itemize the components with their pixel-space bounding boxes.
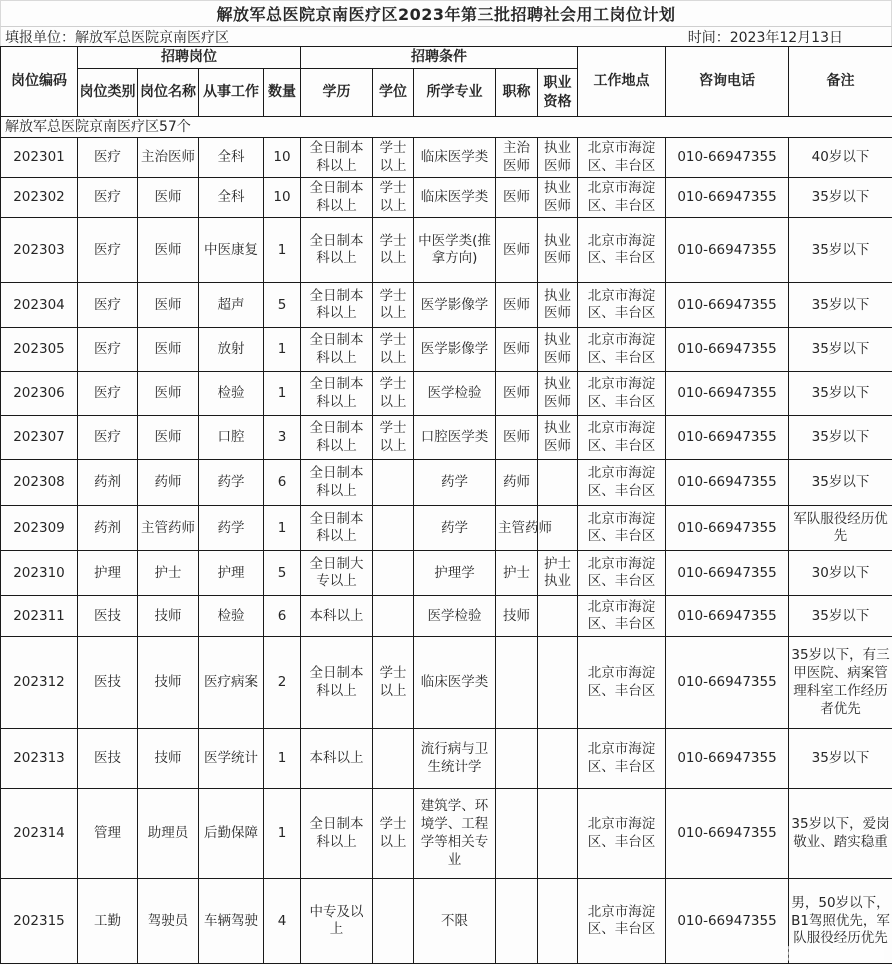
cell-category: 医技 <box>78 596 138 637</box>
table-row <box>1 372 892 416</box>
cell-code: 202302 <box>1 178 78 218</box>
cell-count: 10 <box>264 178 301 218</box>
cell-work: 医疗病案 <box>199 637 264 729</box>
cell-prof-title <box>496 879 538 964</box>
report-unit-value: 解放军总医院京南医疗区 <box>75 29 229 46</box>
cell-job-title: 医师 <box>138 372 199 416</box>
cell-code: 202313 <box>1 729 78 789</box>
header-major: 所学专业 <box>414 69 496 117</box>
cell-prof-title: 医师 <box>496 283 538 328</box>
cell-phone: 010-66947355 <box>666 138 789 178</box>
table-body <box>1 138 892 964</box>
cell-education: 全日制本科以上 <box>301 328 373 372</box>
cell-work: 后勤保障 <box>199 789 264 879</box>
cell-code: 202314 <box>1 789 78 879</box>
cell-prof-title: 医师 <box>496 372 538 416</box>
cell-code: 202310 <box>1 551 78 596</box>
cell-major: 医学检验 <box>414 596 496 637</box>
header-location: 工作地点 <box>578 47 666 117</box>
report-unit-label: 填报单位： <box>5 29 75 46</box>
table-header <box>1 47 892 138</box>
cell-degree: 学士以上 <box>373 138 414 178</box>
cell-remark: 军队服役经历优先 <box>789 506 892 551</box>
cell-count: 5 <box>264 551 301 596</box>
cell-phone: 010-66947355 <box>666 328 789 372</box>
cell-count: 5 <box>264 283 301 328</box>
cell-major: 医学影像学 <box>414 328 496 372</box>
cell-work: 药学 <box>199 460 264 506</box>
cell-remark: 35岁以下 <box>789 460 892 506</box>
cell-degree: 学士以上 <box>373 372 414 416</box>
cell-prof-title: 护士 <box>496 551 538 596</box>
cell-category: 医疗 <box>78 178 138 218</box>
cell-qualification: 执业医师 <box>538 283 578 328</box>
table-row <box>1 789 892 879</box>
cell-count: 4 <box>264 879 301 964</box>
cell-education: 本科以上 <box>301 729 373 789</box>
cell-major: 建筑学、环境学、工程学等相关专业 <box>414 789 496 879</box>
cell-count: 1 <box>264 372 301 416</box>
header-education: 学历 <box>301 69 373 117</box>
header-degree: 学位 <box>373 69 414 117</box>
cell-education: 全日制本科以上 <box>301 637 373 729</box>
cell-major: 临床医学类 <box>414 637 496 729</box>
cell-degree <box>373 506 414 551</box>
cell-category: 药剂 <box>78 460 138 506</box>
cell-major: 临床医学类 <box>414 138 496 178</box>
cell-job-title: 医师 <box>138 218 199 283</box>
cell-education: 全日制本科以上 <box>301 138 373 178</box>
cell-degree: 学士以上 <box>373 218 414 283</box>
cell-job-title: 医师 <box>138 328 199 372</box>
cell-phone: 010-66947355 <box>666 596 789 637</box>
cell-qualification <box>538 637 578 729</box>
cell-work: 车辆驾驶 <box>199 879 264 964</box>
cell-job-title: 技师 <box>138 729 199 789</box>
cell-remark: 35岁以下 <box>789 218 892 283</box>
cell-prof-title: 医师 <box>496 328 538 372</box>
cell-count: 1 <box>264 506 301 551</box>
cell-qualification <box>538 789 578 879</box>
cell-category: 医疗 <box>78 138 138 178</box>
header-category: 岗位类别 <box>78 69 138 117</box>
table-row <box>1 879 892 964</box>
cell-remark: 35岁以下 <box>789 328 892 372</box>
cell-code: 202315 <box>1 879 78 964</box>
header-count: 数量 <box>264 69 301 117</box>
cell-qualification: 执业医师 <box>538 178 578 218</box>
cell-major: 临床医学类 <box>414 178 496 218</box>
cell-phone: 010-66947355 <box>666 879 789 964</box>
table-row <box>1 283 892 328</box>
cell-degree <box>373 596 414 637</box>
cell-qualification: 执业医师 <box>538 372 578 416</box>
cell-phone: 010-66947355 <box>666 637 789 729</box>
cell-phone: 010-66947355 <box>666 416 789 460</box>
cell-job-title: 医师 <box>138 283 199 328</box>
cell-job-title: 医师 <box>138 416 199 460</box>
table-row <box>1 218 892 283</box>
table-row <box>1 138 892 178</box>
cell-count: 2 <box>264 637 301 729</box>
cell-count: 6 <box>264 460 301 506</box>
cell-education: 全日制本科以上 <box>301 506 373 551</box>
cell-category: 工勤 <box>78 879 138 964</box>
table-row <box>1 551 892 596</box>
header-condition-group: 招聘条件 <box>301 47 578 69</box>
cell-job-title: 技师 <box>138 596 199 637</box>
cell-location: 北京市海淀区、丰台区 <box>578 637 666 729</box>
cell-category: 医疗 <box>78 416 138 460</box>
cell-code: 202309 <box>1 506 78 551</box>
cell-education: 全日制本科以上 <box>301 416 373 460</box>
cell-location: 北京市海淀区、丰台区 <box>578 218 666 283</box>
table-row <box>1 328 892 372</box>
cell-job-title: 助理员 <box>138 789 199 879</box>
cell-phone: 010-66947355 <box>666 551 789 596</box>
cell-major: 不限 <box>414 879 496 964</box>
cell-location: 北京市海淀区、丰台区 <box>578 596 666 637</box>
header-recruit-group: 招聘岗位 <box>78 47 301 69</box>
header-work: 从事工作 <box>199 69 264 117</box>
header-prof-title: 职称 <box>496 69 538 117</box>
cell-prof-title: 医师 <box>496 178 538 218</box>
cell-category: 护理 <box>78 551 138 596</box>
cell-remark: 40岁以下 <box>789 138 892 178</box>
report-date-value: 2023年12月13日 <box>729 29 843 46</box>
cell-location: 北京市海淀区、丰台区 <box>578 138 666 178</box>
cell-count: 3 <box>264 416 301 460</box>
cell-location: 北京市海淀区、丰台区 <box>578 178 666 218</box>
cell-degree: 学士以上 <box>373 178 414 218</box>
cell-location: 北京市海淀区、丰台区 <box>578 328 666 372</box>
cell-prof-title: 药师 <box>496 460 538 506</box>
report-unit <box>5 27 229 47</box>
cell-qualification <box>538 729 578 789</box>
cell-qualification <box>538 596 578 637</box>
cell-count: 10 <box>264 138 301 178</box>
cell-count: 1 <box>264 789 301 879</box>
cell-remark: 35岁以下 <box>789 283 892 328</box>
cell-remark: 35岁以下 <box>789 416 892 460</box>
report-date-label: 时间： <box>687 29 730 46</box>
table-row <box>1 506 892 551</box>
header-phone: 咨询电话 <box>666 47 789 117</box>
cell-major: 口腔医学类 <box>414 416 496 460</box>
cell-prof-title <box>496 729 538 789</box>
cell-major: 药学 <box>414 506 496 551</box>
cell-phone: 010-66947355 <box>666 506 789 551</box>
cell-location: 北京市海淀区、丰台区 <box>578 372 666 416</box>
section-row <box>1 117 892 138</box>
cell-major: 护理学 <box>414 551 496 596</box>
cell-work: 检验 <box>199 596 264 637</box>
cell-qualification: 执业医师 <box>538 218 578 283</box>
cell-code: 202307 <box>1 416 78 460</box>
table-row <box>1 729 892 789</box>
positions-table <box>0 46 892 964</box>
cell-education: 全日制大专以上 <box>301 551 373 596</box>
cell-count: 6 <box>264 596 301 637</box>
cell-code: 202312 <box>1 637 78 729</box>
table-row <box>1 178 892 218</box>
cell-location: 北京市海淀区、丰台区 <box>578 551 666 596</box>
cell-prof-title: 主治医师 <box>496 138 538 178</box>
cell-major: 医学影像学 <box>414 283 496 328</box>
cell-work: 口腔 <box>199 416 264 460</box>
cell-work: 全科 <box>199 178 264 218</box>
table-row <box>1 637 892 729</box>
cell-count: 1 <box>264 218 301 283</box>
cell-location: 北京市海淀区、丰台区 <box>578 729 666 789</box>
cell-job-title: 技师 <box>138 637 199 729</box>
cell-count: 1 <box>264 729 301 789</box>
cell-remark: 35岁以下 <box>789 178 892 218</box>
cell-phone: 010-66947355 <box>666 789 789 879</box>
cell-job-title: 驾驶员 <box>138 879 199 964</box>
cell-qualification: 执业医师 <box>538 328 578 372</box>
cell-remark: 35岁以下 <box>789 372 892 416</box>
cell-major: 中医学类(推拿方向) <box>414 218 496 283</box>
cell-remark: 35岁以下，有三甲医院、病案管理科室工作经历者优先 <box>789 637 892 729</box>
cell-qualification: 护士执业 <box>538 551 578 596</box>
cell-job-title: 护士 <box>138 551 199 596</box>
cell-degree <box>373 879 414 964</box>
cell-major: 医学检验 <box>414 372 496 416</box>
cell-work: 药学 <box>199 506 264 551</box>
cell-education: 全日制本科以上 <box>301 178 373 218</box>
cell-prof-title <box>496 789 538 879</box>
cell-count: 1 <box>264 328 301 372</box>
cell-remark: 男，50岁以下，B1驾照优先，军队服役经历优先 <box>789 879 892 964</box>
cell-remark: 35岁以下 <box>789 729 892 789</box>
cell-education: 全日制本科以上 <box>301 789 373 879</box>
cell-degree: 学士以上 <box>373 789 414 879</box>
cell-phone: 010-66947355 <box>666 218 789 283</box>
cell-category: 药剂 <box>78 506 138 551</box>
cell-job-title: 医师 <box>138 178 199 218</box>
header-group-row <box>1 47 892 69</box>
cell-qualification <box>538 879 578 964</box>
cell-job-title: 主管药师 <box>138 506 199 551</box>
cell-phone: 010-66947355 <box>666 460 789 506</box>
cell-major: 药学 <box>414 460 496 506</box>
meta-row <box>0 27 892 46</box>
cell-prof-title: 医师 <box>496 416 538 460</box>
cell-location: 北京市海淀区、丰台区 <box>578 506 666 551</box>
cell-code: 202306 <box>1 372 78 416</box>
cell-work: 护理 <box>199 551 264 596</box>
page-title: 解放军总医院京南医疗区2023年第三批招聘社会用工岗位计划 <box>0 0 892 27</box>
cell-education: 中专及以上 <box>301 879 373 964</box>
cell-prof-title: 主管药师 <box>496 506 538 551</box>
cell-category: 医技 <box>78 637 138 729</box>
cell-category: 医疗 <box>78 372 138 416</box>
section-row-label: 解放军总医院京南医疗区57个 <box>1 117 892 138</box>
table-row <box>1 460 892 506</box>
cell-phone: 010-66947355 <box>666 372 789 416</box>
cell-work: 全科 <box>199 138 264 178</box>
report-date <box>688 27 843 47</box>
header-qualification: 职业资格 <box>538 69 578 117</box>
cell-prof-title: 技师 <box>496 596 538 637</box>
table-row <box>1 416 892 460</box>
cell-category: 医疗 <box>78 283 138 328</box>
cell-category: 医疗 <box>78 328 138 372</box>
cell-code: 202301 <box>1 138 78 178</box>
cell-degree: 学士以上 <box>373 416 414 460</box>
cell-qualification: 执业医师 <box>538 416 578 460</box>
cell-phone: 010-66947355 <box>666 178 789 218</box>
cell-degree <box>373 551 414 596</box>
cell-work: 超声 <box>199 283 264 328</box>
cell-education: 全日制本科以上 <box>301 218 373 283</box>
cell-work: 医学统计 <box>199 729 264 789</box>
cell-qualification: 执业医师 <box>538 138 578 178</box>
cell-location: 北京市海淀区、丰台区 <box>578 416 666 460</box>
cell-prof-title: 医师 <box>496 218 538 283</box>
cell-location: 北京市海淀区、丰台区 <box>578 460 666 506</box>
cell-degree: 学士以上 <box>373 637 414 729</box>
cell-degree <box>373 460 414 506</box>
cell-phone: 010-66947355 <box>666 729 789 789</box>
cell-degree: 学士以上 <box>373 283 414 328</box>
cell-job-title: 主治医师 <box>138 138 199 178</box>
cell-location: 北京市海淀区、丰台区 <box>578 789 666 879</box>
cell-qualification <box>538 460 578 506</box>
cell-major: 流行病与卫生统计学 <box>414 729 496 789</box>
cell-remark: 35岁以下 <box>789 596 892 637</box>
cell-code: 202304 <box>1 283 78 328</box>
cell-code: 202308 <box>1 460 78 506</box>
cell-remark: 30岁以下 <box>789 551 892 596</box>
cell-education: 全日制本科以上 <box>301 283 373 328</box>
table-row <box>1 596 892 637</box>
cell-category: 管理 <box>78 789 138 879</box>
header-job-title: 岗位名称 <box>138 69 199 117</box>
cell-prof-title <box>496 637 538 729</box>
cell-location: 北京市海淀区、丰台区 <box>578 283 666 328</box>
cell-education: 全日制本科以上 <box>301 372 373 416</box>
cell-category: 医疗 <box>78 218 138 283</box>
cell-phone: 010-66947355 <box>666 283 789 328</box>
header-code: 岗位编码 <box>1 47 78 117</box>
cell-remark: 35岁以下，爱岗敬业、踏实稳重 <box>789 789 892 879</box>
cell-education: 本科以上 <box>301 596 373 637</box>
cell-location: 北京市海淀区、丰台区 <box>578 879 666 964</box>
cell-code: 202305 <box>1 328 78 372</box>
cell-category: 医技 <box>78 729 138 789</box>
cell-code: 202303 <box>1 218 78 283</box>
cell-degree: 学士以上 <box>373 328 414 372</box>
cell-work: 放射 <box>199 328 264 372</box>
cell-degree <box>373 729 414 789</box>
cell-work: 检验 <box>199 372 264 416</box>
cell-code: 202311 <box>1 596 78 637</box>
cell-work: 中医康复 <box>199 218 264 283</box>
cell-education: 全日制本科以上 <box>301 460 373 506</box>
header-remark: 备注 <box>789 47 892 117</box>
cell-job-title: 药师 <box>138 460 199 506</box>
